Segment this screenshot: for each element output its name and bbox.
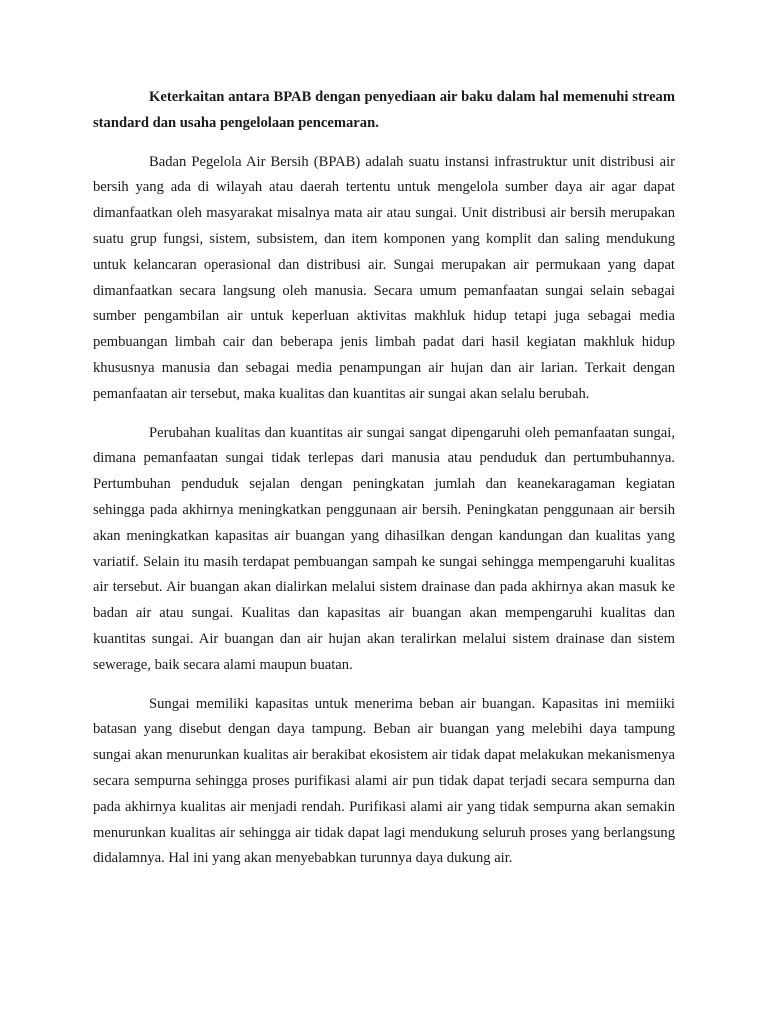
paragraph-bpab: Badan Pegelola Air Bersih (BPAB) adalah suatu instansi infrastruktur unit distribusi air bersih yang ada di wilayah atau daerah tertentu untuk mengelola sumber daya air agar dapat dimanfaatkan oleh masyarakat misalnya mata air atau sungai. Unit distribusi air bersih merupakan suatu grup fungsi, sistem, subsistem, dan item komponen yang komplit dan saling mendukung untuk kelancaran operasional dan distribusi air. Sungai merupakan air permukaan yang dapat dimanfaatkan secara langsung oleh manusia. Secara umum pemanfaatan sungai selain sebagai sumber pengambilan air untuk keperluan aktivitas makhluk hidup tetapi juga sebagai media pembuangan limbah cair dan beberapa jenis limbah padat dari hasil kegiatan makhluk hidup khususnya manusia dan sebagai media penampungan air hujan dan air larian. Terkait dengan pemanfaatan air tersebut, maka kualitas dan kuantitas air sungai akan selalu berubah.	[93, 153, 675, 402]
document-heading: Keterkaitan antara BPAB dengan penyediaan air baku dalam hal memenuhi stream standard dan usaha pengelolaan pencemaran.	[93, 89, 675, 131]
paragraph-sungai: Sungai memiliki kapasitas untuk menerima beban air buangan. Kapasitas ini memiiki batasan yang disebut dengan daya tampung. Beban air buangan yang melebihi daya tampung sungai akan menurunkan kualitas air berakibat ekosistem air tidak dapat melakukan mekanismenya secara sempurna sehingga proses purifikasi alami air pun tidak dapat terjadi secara sempurna dan pada akhirnya kualitas air menjadi rendah. Purifikasi alami air yang tidak sempurna akan semakin menurunkan kualitas air sehingga air tidak dapat lagi mendukung seluruh proses yang berlangsung didalamnya. Hal ini yang akan menyebabkan turunnya daya dukung air.	[93, 695, 675, 867]
paragraph-perubahan: Perubahan kualitas dan kuantitas air sungai sangat dipengaruhi oleh pemanfaatan sungai, dimana pemanfaatan sungai tidak terlepas dari manusia atau penduduk dan pertumbuhannya. Pertumbuhan penduduk sejalan dengan peningkatan jumlah dan keanekaragaman kegiatan sehingga pada akhirnya meningkatkan penggunaan air bersih. Peningkatan penggunaan air bersih akan meningkatkan kapasitas air buangan yang dihasilkan dengan kandungan dan kualitas yang variatif. Selain itu masih terdapat pembuangan sampah ke sungai sehingga mempengaruhi kualitas air tersebut. Air buangan akan dialirkan melalui sistem drainase dan pada akhirnya akan masuk ke badan air atau sungai. Kualitas dan kapasitas air buangan akan mempengaruhi kualitas dan kuantitas sungai. Air buangan dan air hujan akan teralirkan melalui sistem drainase dan sistem sewerage, baik secara alami maupun buatan.	[93, 424, 675, 673]
document-page	[93, 85, 675, 885]
